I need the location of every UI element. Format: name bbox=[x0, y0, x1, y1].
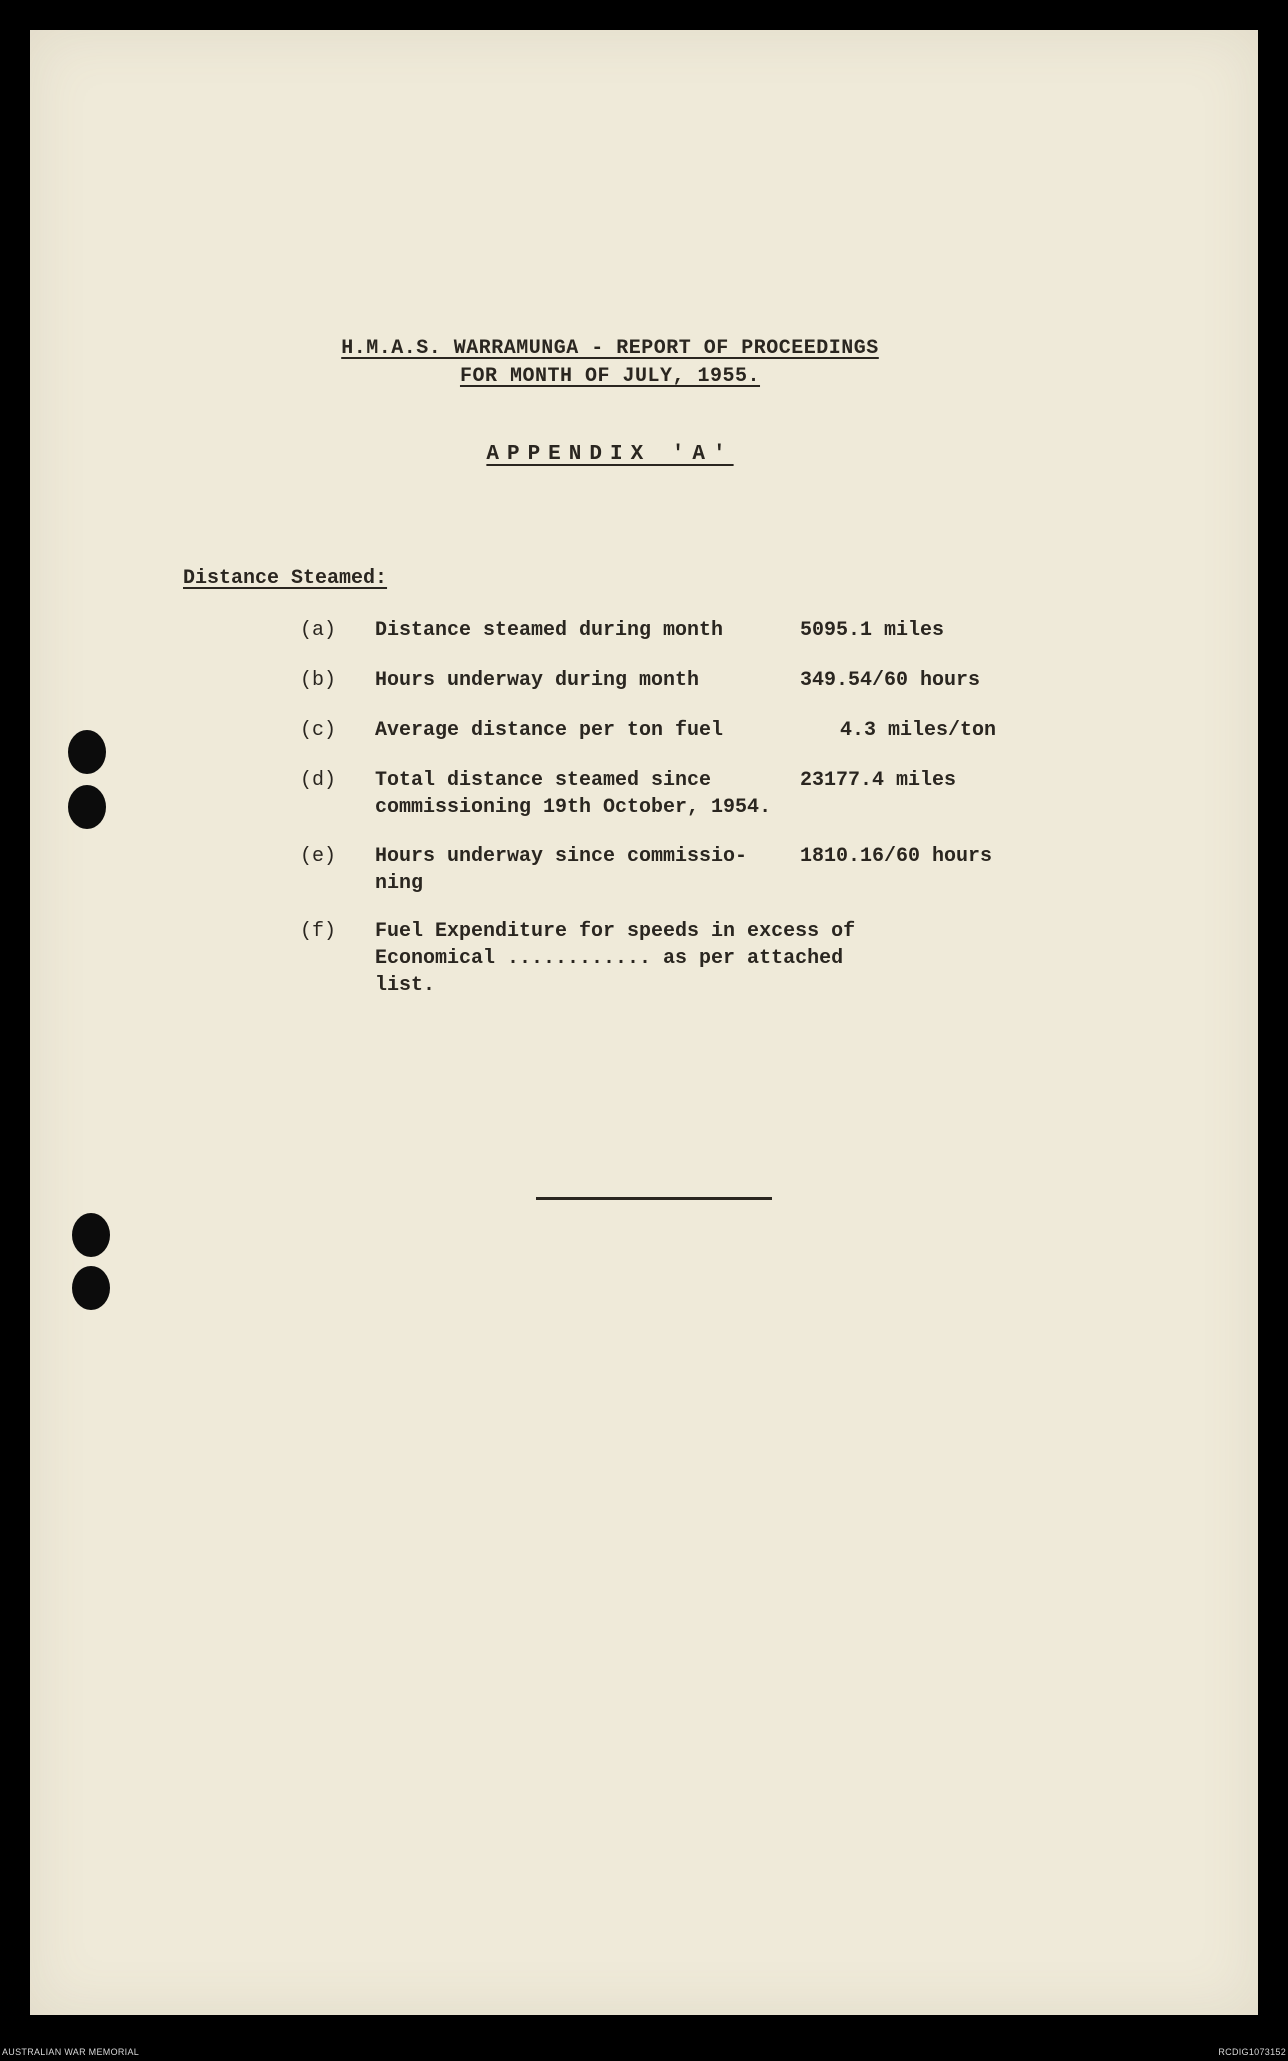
appendix-heading: APPENDIX 'A' bbox=[486, 443, 734, 466]
item-letter: (e) bbox=[300, 845, 337, 868]
punch-hole bbox=[72, 1213, 110, 1257]
item-description: Distance steamed during month bbox=[375, 619, 724, 642]
item-letter: (d) bbox=[300, 769, 337, 792]
punch-hole bbox=[68, 785, 106, 829]
item-value: 4.3 miles/ton bbox=[840, 719, 997, 742]
item-description: Fuel Expenditure for speeds in excess of Economical ............ as per attached list. bbox=[375, 920, 856, 997]
item-letter: (c) bbox=[300, 719, 337, 742]
archive-reference: RCDIG1073152 bbox=[1218, 2047, 1286, 2057]
archive-credit: AUSTRALIAN WAR MEMORIAL bbox=[2, 2047, 140, 2057]
item-value: 23177.4 miles bbox=[800, 769, 957, 792]
end-rule bbox=[536, 1197, 772, 1200]
section-heading: Distance Steamed: bbox=[183, 567, 388, 590]
item-value: 349.54/60 hours bbox=[800, 669, 981, 692]
document-title: H.M.A.S. WARRAMUNGA - REPORT OF PROCEEDINGS bbox=[341, 337, 879, 360]
item-description: Hours underway since commissio- ning bbox=[375, 845, 748, 895]
punch-hole bbox=[72, 1266, 110, 1310]
item-letter: (f) bbox=[300, 920, 337, 943]
document-subtitle: FOR MONTH OF JULY, 1955. bbox=[459, 365, 761, 388]
item-value: 1810.16/60 hours bbox=[800, 845, 993, 868]
punch-hole bbox=[68, 730, 106, 774]
item-letter: (a) bbox=[300, 619, 337, 642]
item-description: Total distance steamed since commissioning 19th October, 1954. bbox=[375, 769, 772, 819]
item-letter: (b) bbox=[300, 669, 337, 692]
item-description: Average distance per ton fuel bbox=[375, 719, 724, 742]
item-description: Hours underway during month bbox=[375, 669, 700, 692]
item-value: 5095.1 miles bbox=[800, 619, 945, 642]
document-page bbox=[30, 30, 1258, 2015]
